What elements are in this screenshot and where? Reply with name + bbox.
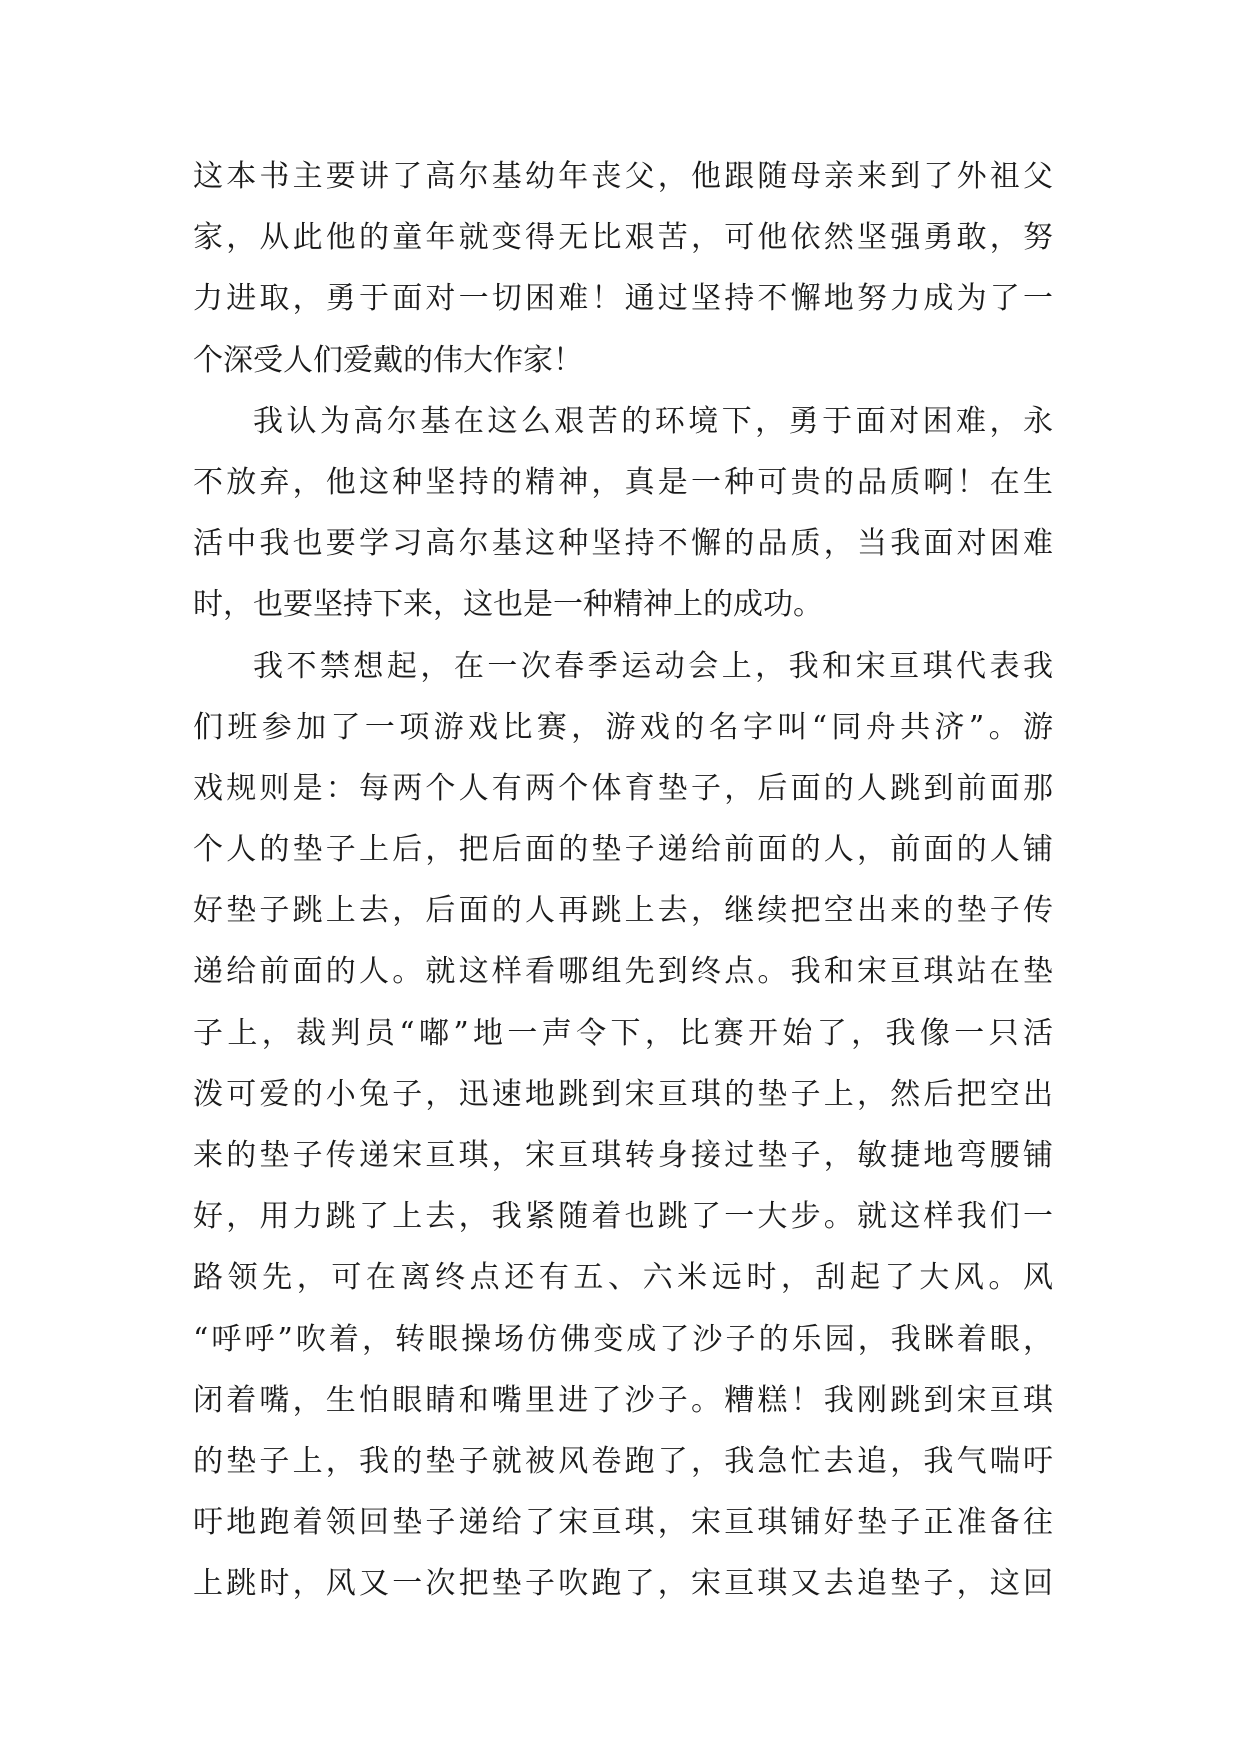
text-line: 来的垫子传递宋亘琪，宋亘琪转身接过垫子，敏捷地弯腰铺 [193, 1138, 1053, 1173]
text-line: 子上，裁判员“嘟”地一声令下，比赛开始了，我像一只活 [193, 1015, 1053, 1051]
text-line: 我认为高尔基在这么艰苦的环境下，勇于面对困难，永 [253, 403, 1053, 439]
text-line: 时，也要坚持下来，这也是一种精神上的成功。 [193, 587, 823, 623]
text-line: 好，用力跳了上去，我紧随着也跳了一大步。就这样我们一 [193, 1199, 1053, 1235]
text-line: 家，从此他的童年就变得无比艰苦，可他依然坚强勇敢，努 [193, 220, 1053, 256]
text-line: 上跳时，风又一次把垫子吹跑了，宋亘琪又去追垫子，这回 [193, 1566, 1053, 1602]
text-line: 我不禁想起，在一次春季运动会上，我和宋亘琪代表我 [253, 648, 1053, 684]
text-line: 吁地跑着领回垫子递给了宋亘琪，宋亘琪铺好垫子正准备往 [193, 1505, 1053, 1541]
text-line: 泼可爱的小兔子，迅速地跳到宋亘琪的垫子上，然后把空出 [193, 1076, 1053, 1112]
text-line: 个深受人们爱戴的伟大作家！ [193, 342, 583, 378]
text-line: 好垫子跳上去，后面的人再跳上去，继续把空出来的垫子传 [193, 893, 1053, 929]
text-line: 闭着嘴，生怕眼睛和嘴里进了沙子。糟糕！我刚跳到宋亘琪 [193, 1382, 1053, 1418]
text-line: 路领先，可在离终点还有五、六米远时，刮起了大风。风 [193, 1260, 1053, 1296]
text-line: 不放弃，他这种坚持的精神，真是一种可贵的品质啊！在生 [193, 464, 1053, 500]
body-text [193, 146, 1053, 1615]
text-line: 这本书主要讲了高尔基幼年丧父，他跟随母亲来到了外祖父 [193, 159, 1053, 194]
text-line: 个人的垫子上后，把后面的垫子递给前面的人，前面的人铺 [193, 832, 1053, 868]
text-line: 戏规则是：每两个人有两个体育垫子，后面的人跳到前面那 [193, 770, 1053, 806]
text-line: 力进取，勇于面对一切困难！通过坚持不懈地努力成为了一 [193, 281, 1053, 317]
text-line: 们班参加了一项游戏比赛，游戏的名字叫“同舟共济”。游 [193, 709, 1053, 745]
text-line: 递给前面的人。就这样看哪组先到终点。我和宋亘琪站在垫 [193, 954, 1053, 990]
text-line: 的垫子上，我的垫子就被风卷跑了，我急忙去追，我气喘吁 [193, 1443, 1053, 1479]
text-line: 活中我也要学习高尔基这种坚持不懈的品质，当我面对困难 [193, 526, 1053, 562]
text-line: “呼呼”吹着，转眼操场仿佛变成了沙子的乐园，我眯着眼， [193, 1321, 1053, 1357]
